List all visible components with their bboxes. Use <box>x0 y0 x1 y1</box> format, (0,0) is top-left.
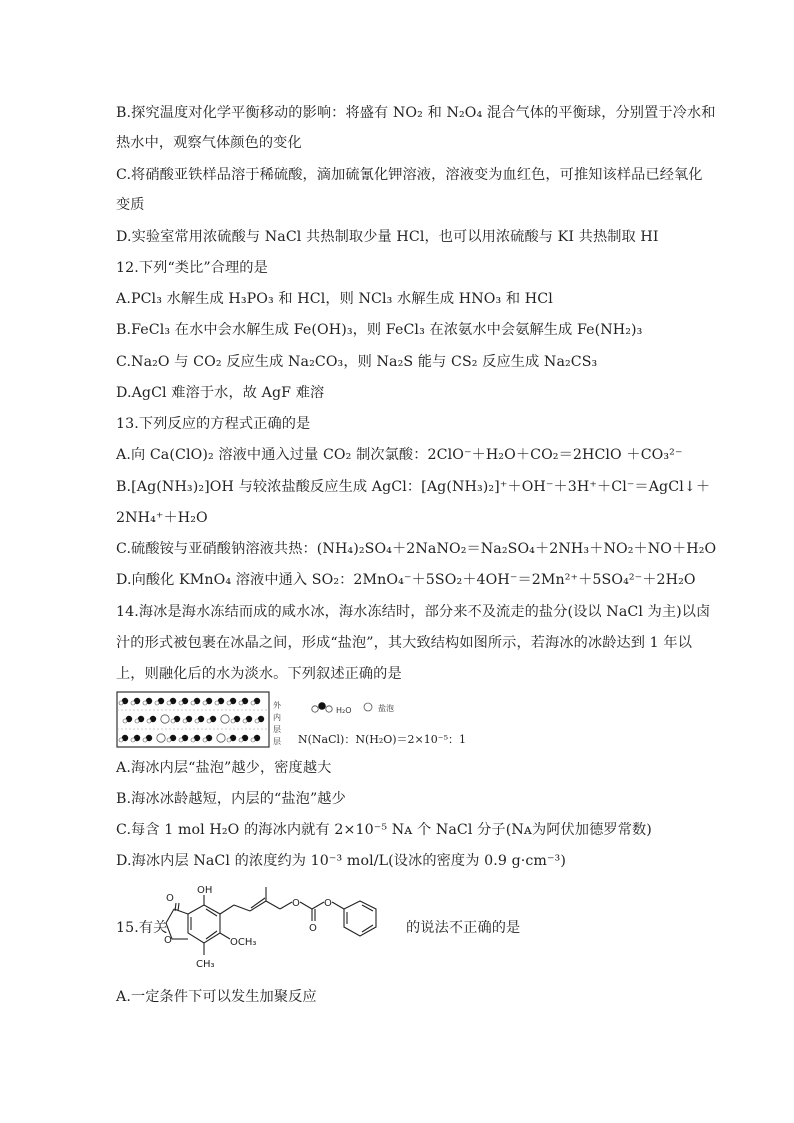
label-layer: 层 <box>273 725 281 734</box>
label-layer: 层 <box>273 737 281 746</box>
option-11b-line2: 热水中，观察气体颜色的变化 <box>116 135 302 151</box>
water-hydrogen <box>135 719 139 723</box>
question-14-stem-line1: 14.海冰是海水冻结而成的咸水冰，海水冻结时，部分来不及流走的盐分(设以 NaCl 为主)以卤 <box>116 604 711 620</box>
option-11c-line2: 变质 <box>116 197 145 213</box>
legend-h-atom <box>312 706 318 712</box>
option-11b-line1: B.探究温度对化学平衡移动的影响：将盛有 NO₂ 和 N₂O₄ 混合气体的平衡球，分别置于冷水和 <box>116 105 716 121</box>
water-hydrogen <box>147 719 151 723</box>
svg-text:O: O <box>309 923 317 934</box>
question-12-stem: 12.下列“类比”合理的是 <box>116 260 268 276</box>
option-12a: A.PCl₃ 水解生成 H₃PO₃ 和 HCl，则 NCl₃ 水解生成 HNO₃ 和 HCl <box>116 291 553 307</box>
question-13-stem: 13.下列反应的方程式正确的是 <box>116 416 311 432</box>
water-hydrogen <box>239 738 243 742</box>
water-hydrogen <box>131 738 135 742</box>
option-14b: B.海冰冰龄越短，内层的“盐泡”越少 <box>116 791 346 807</box>
water-hydrogen <box>123 719 127 723</box>
legend-salt-label: 盐泡 <box>378 704 394 713</box>
sea-ice-structure-figure <box>116 691 476 751</box>
molecule-structure <box>154 881 410 975</box>
salt-bubble <box>217 734 225 742</box>
water-hydrogen <box>167 701 171 705</box>
label-inner: 内 <box>273 713 281 722</box>
water-hydrogen <box>243 719 247 723</box>
legend-o-atom <box>318 702 326 710</box>
water-hydrogen <box>227 738 231 742</box>
option-11c-line1: C.将硝酸亚铁样品溶于稀硫酸，滴加硫氰化钾溶液，溶液变为血红色，可推知该样品已经氧化 <box>116 167 703 183</box>
question-15-prefix: 15.有关 <box>116 920 168 936</box>
water-hydrogen <box>167 738 171 742</box>
water-hydrogen <box>191 738 195 742</box>
option-15a: A.一定条件下可以发生加聚反应 <box>116 989 317 1005</box>
water-hydrogen <box>207 719 211 723</box>
salt-bubble <box>221 715 229 723</box>
legend-h-atom <box>326 706 332 712</box>
water-hydrogen <box>231 719 235 723</box>
water-hydrogen <box>195 719 199 723</box>
option-11d: D.实验室常用浓硫酸与 NaCl 共热制取少量 HCl，也可以用浓硫酸与 KI 共热制取 HI <box>116 229 659 245</box>
oh-label: OH <box>197 885 213 896</box>
option-13b-line1: B.[Ag(NH₃)₂]OH 与较浓盐酸反应生成 AgCl：[Ag(NH₃)₂]⁺＋OH⁻＋3H⁺＋Cl⁻＝AgCl↓＋ <box>116 479 711 495</box>
option-13c: C.硫酸铵与亚硝酸钠溶液共热：(NH₄)₂SO₄＋2NaNO₂＝Na₂SO₄＋2NH₃＋NO₂＋NO＋H₂O <box>116 541 717 557</box>
svg-text:O: O <box>166 893 174 904</box>
ratio-label: N(NaCl)：N(H₂O)＝2×10⁻⁵：1 <box>298 733 466 746</box>
water-hydrogen <box>155 701 159 705</box>
water-hydrogen <box>227 701 231 705</box>
water-hydrogen <box>171 719 175 723</box>
water-hydrogen <box>251 701 255 705</box>
label-outer: 外 <box>273 701 281 710</box>
option-14d: D.海冰内层 NaCl 的浓度约为 10⁻³ mol/L(设冰的密度为 0.9 g·cm⁻³) <box>116 853 566 869</box>
legend-salt-bubble <box>364 703 372 711</box>
water-hydrogen <box>183 719 187 723</box>
salt-bubble <box>157 734 165 742</box>
water-hydrogen <box>179 738 183 742</box>
water-hydrogen <box>251 738 255 742</box>
option-13a: A.向 Ca(ClO)₂ 溶液中通入过量 CO₂ 制次氯酸：2ClO⁻＋H₂O＋CO₂＝2HClO ＋CO₃²⁻ <box>116 447 683 463</box>
option-13b-line2: 2NH₄⁺＋H₂O <box>116 510 208 526</box>
water-hydrogen <box>143 738 147 742</box>
legend-h2o-label: H₂O <box>336 706 352 715</box>
option-12c: C.Na₂O 与 CO₂ 反应生成 Na₂CO₃，则 Na₂S 能与 CS₂ 反应生成 Na₂CS₃ <box>116 354 598 370</box>
water-hydrogen <box>203 701 207 705</box>
svg-text:O: O <box>324 898 332 909</box>
option-12d: D.AgCl 难溶于水，故 AgF 难溶 <box>116 385 325 401</box>
option-13d: D.向酸化 KMnO₄ 溶液中通入 SO₂：2MnO₄⁻＋5SO₂＋4OH⁻＝2Mn²⁺＋5SO₄²⁻＋2H₂O <box>116 572 696 588</box>
water-hydrogen <box>131 701 135 705</box>
svg-text:O: O <box>164 935 172 946</box>
option-14a: A.海冰内层“盐泡”越少，密度越大 <box>116 760 332 776</box>
och3-label: OCH₃ <box>230 937 257 948</box>
water-hydrogen <box>239 701 243 705</box>
svg-text:O: O <box>292 898 300 909</box>
question-15-suffix: 的说法不正确的是 <box>406 920 521 936</box>
option-14c: C.每含 1 mol H₂O 的海冰内就有 2×10⁻⁵ Nᴀ 个 NaCl 分子(Nᴀ为阿伏加德罗常数) <box>116 822 652 838</box>
water-hydrogen <box>119 738 123 742</box>
ch3-label: CH₃ <box>196 959 215 970</box>
water-hydrogen <box>215 701 219 705</box>
salt-bubble <box>161 715 169 723</box>
water-hydrogen <box>203 738 207 742</box>
ice-particles <box>119 698 264 742</box>
water-hydrogen <box>119 701 123 705</box>
water-hydrogen <box>179 701 183 705</box>
question-14-stem-line3: 上，则融化后的水为淡水。下列叙述正确的是 <box>116 666 402 682</box>
water-hydrogen <box>191 701 195 705</box>
option-12b: B.FeCl₃ 在水中会水解生成 Fe(OH)₃，则 FeCl₃ 在浓氨水中会氨解生成 Fe(NH₂)₃ <box>116 322 643 338</box>
water-hydrogen <box>143 701 147 705</box>
water-hydrogen <box>255 719 259 723</box>
question-14-stem-line2: 汁的形式被包裹在冰晶之间，形成“盐泡”，其大致结构如图所示，若海冰的冰龄达到 1 年以 <box>116 635 692 651</box>
